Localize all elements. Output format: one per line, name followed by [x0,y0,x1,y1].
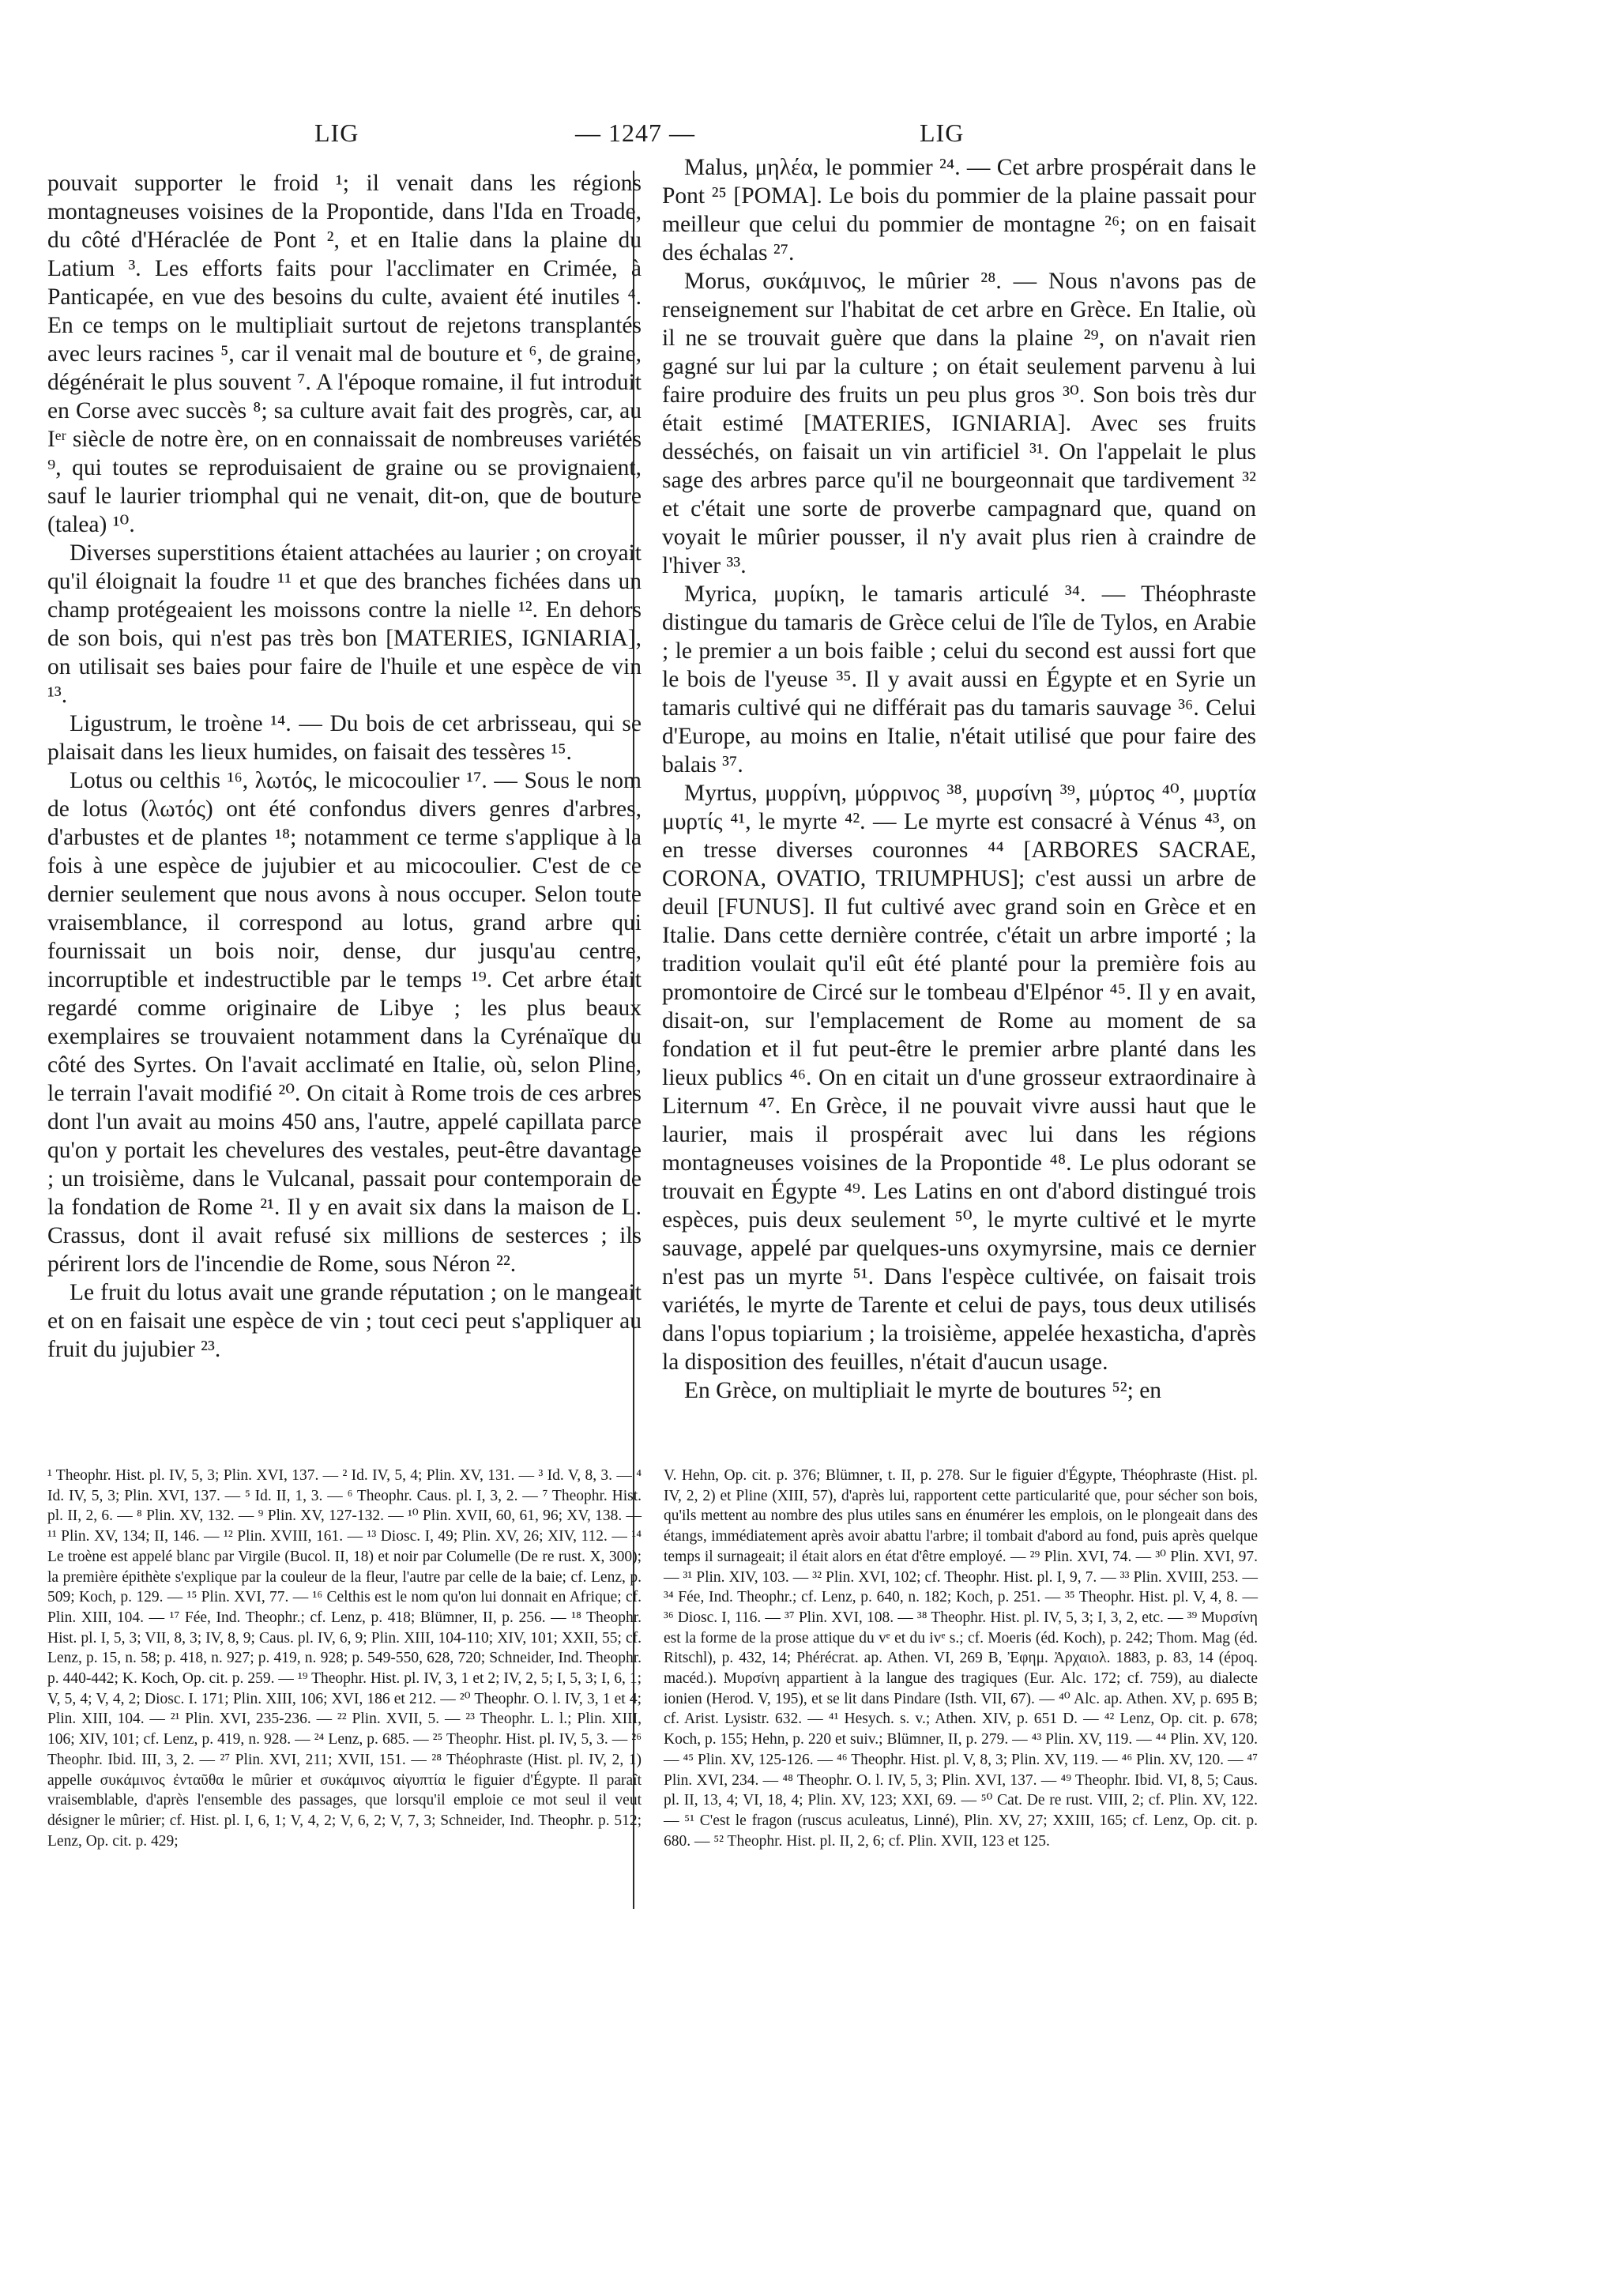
entry-malus: Malus, μηλέα, le pommier ²⁴. — Cet arbre prospérait dans le Pont ²⁵ [POMA]. Le bois du pommier de la plaine passait pour meilleur que celui du pommier de montagne ²⁶; on en faisait des échalas ²⁷. [662,155,1256,265]
paragraph-myrte-grece: En Grèce, on multipliait le myrte de boutures ⁵²; en [684,1378,1162,1403]
footnotes-right [664,1466,1258,1851]
footnote-block: V. Hehn, Op. cit. p. 376; Blümner, t. II, p. 278. Sur le figuier d'Égypte, Théophraste (Hist. pl. IV, 2, 2) et Pline (XIII, 57), d'après lui, rapportent cette particularité que, pour sécher son bois, qu'ils mettent au nombre des plus utiles sans en énumérer les emplois, on le plongeait dans des étangs, immédiatement après avoir abattu l'arbre; il tombait d'abord au fond, puis après quelque temps il surnageait; il était alors en état d'être employé. — ²⁹ Plin. XVI, 74. — ³⁰ Plin. XVI, 97. — ³¹ Plin. XIV, 103. — ³² Plin. XVI, 102; cf. Theophr. Hist. pl. I, 9, 7. — ³³ Plin. XVIII, 253. — ³⁴ Fée, Ind. Theophr.; cf. Lenz, p. 640, n. 182; Koch, p. 251. — ³⁵ Theophr. Hist. pl. V, 4, 8. — ³⁶ Diosc. I, 116. — ³⁷ Plin. XVI, 108. — ³⁸ Theophr. Hist. pl. IV, 5, 3; I, 3, 2, etc. — ³⁹ Μυρσίνη est la forme de la prose attique du vᵉ et du ivᵉ s.; cf. Moeris (éd. Koch), p. 242; Thom. Mag (éd. Ritschl), p. 432, 14; Phérécrat. ap. Athen. VI, 269 B, Ἐφημ. Ἀρχαιολ. 1883, p. 83, 14 (époq. macéd.). Μυρσίνη appartient à la langue des tragiques (Eur. Alc. 172; cf. 759), au dialecte ionien (Herod. V, 195), et se lit dans Pindare (Isth. VII, 67). — ⁴⁰ Alc. ap. Athen. XV, p. 695 B; cf. Arist. Lysistr. 632. — ⁴¹ Hesych. s. v.; Athen. XIV, p. 651 D. — ⁴² Lenz, Op. cit. p. 678; Koch, p. 155; Hehn, p. 220 et suiv.; Blümner, II, p. 279. — ⁴³ Plin. XV, 119. — ⁴⁴ Plin. XV, 120. — ⁴⁵ Plin. XV, 125-126. — ⁴⁶ Theophr. Hist. pl. V, 8, 3; Plin. XV, 119. — ⁴⁶ Plin. XV, 120. — ⁴⁷ Plin. XVI, 234. — ⁴⁸ Theophr. O. l. IV, 5, 3; Plin. XVI, 137. — ⁴⁹ Theophr. Ibid. VI, 8, 5; Caus. pl. II, 13, 4; VI, 18, 4; Plin. XV, 123; XXI, 69. — ⁵⁰ Cat. De re rust. VIII, 2; cf. Plin. XV, 122. — ⁵¹ C'est le fragon (ruscus aculeatus, Linné), Plin. XV, 27; XXIII, 165; cf. Lenz, Op. cit. p. 680. — ⁵² Theophr. Hist. pl. II, 2, 6; cf. Plin. XVII, 123 et 125. [664,1467,1258,1850]
paragraph-laurier-end: pouvait supporter le froid ¹; il venait dans les régions montagneuses voisines de la Propontide, dans l'Ida en Troade, du côté d'Héraclée de Pont ², et en Italie dans la plaine du Latium ³. Les efforts faits pour l'acclimater en Crimée, à Panticapée, en vue des besoins du culte, avaient été inutiles ⁴. En ce temps on le multipliait surtout de rejetons transplantés avec leurs racines ⁵, car il venait mal de bouture et ⁶, de graine, dégénérait le plus souvent ⁷. A l'époque romaine, il fut introduit en Corse avec succès ⁸; sa culture avait fait des progrès, car, au Iᵉʳ siècle de notre ère, on en connaissait de nombreuses variétés ⁹, qui toutes se reproduisaient de graine ou se provignaient, sauf le laurier triomphal qui ne venait, dit-on, que de bouture (talea) ¹⁰. [47,171,642,537]
entry-myrtus: Myrtus, μυρρίνη, μύρρινος ³⁸, μυρσίνη ³⁹, μύρτος ⁴⁰, μυρτία μυρτίς ⁴¹, le myrte ⁴². — Le myrte est consacré à Vénus ⁴³, on en tresse diverses couronnes ⁴⁴ [ARBORES SACRAE, CORONA, OVATIO, TRIUMPHUS]; c'est aussi un arbre de deuil [FUNUS]. Il fut cultivé avec grand soin en Grèce et en Italie. Dans cette dernière contrée, c'était un arbre importé ; la tradition voulait qu'il eût été planté pour la première fois au promontoire de Circé sur le tombeau d'Elpénor ⁴⁵. Il y en avait, disait-on, sur l'emplacement de Rome au moment de sa fondation et il fut peut-être le premier arbre planté dans les lieux publics ⁴⁶. On en citait un d'une grosseur extraordinaire à Liternum ⁴⁷. En Grèce, il ne pouvait vivre aussi haut que le laurier, mais il prospérait avec lui dans les régions montagneuses voisines de la Propontide ⁴⁸. Le plus odorant se trouvait en Égypte ⁴⁹. Les Latins en ont d'abord distingué trois espèces, puis deux seulement ⁵⁰, le myrte cultivé et le myrte sauvage, appelé par quelques-uns oxymyrsine, mais ce dernier n'est pas un myrte ⁵¹. Dans l'espèce cultivée, on faisait trois variétés, le myrte de Tarente et celui de pays, tous deux utilisés dans l'opus topiarium ; la troisième, appelée hexasticha, d'après la disposition des feuilles, n'était d'aucun usage. [662,781,1256,1375]
right-column [662,153,1256,1405]
entry-myrica: Myrica, μυρίκη, le tamaris articulé ³⁴. — Théophraste distingue du tamaris de Grèce celui de l'île de Tylos, en Arabie ; le premier a un bois faible ; celui du second est aussi fort que le bois de l'yeuse ³⁵. Il y avait aussi en Égypte et en Syrie un tamaris cultivé qui ne différait pas du tamaris sauvage ³⁶. Celui d'Europe, au moins en Italie, n'était utilisé que pour faire des balais ³⁷. [662,582,1256,777]
footnotes-left [47,1466,642,1851]
entry-lotus: Lotus ou celthis ¹⁶, λωτός, le micocoulier ¹⁷. — Sous le nom de lotus (λωτός) ont été confondus divers genres d'arbres, d'arbustes et de plantes ¹⁸; notamment ce terme s'applique à la fois à une espèce de jujubier et au micocoulier. C'est de ce dernier seulement que nous avons à nous occuper. Selon toute vraisemblance, il correspond au lotus, grand arbre qui fournissait un bois noir, dense, dur jusqu'au centre, incorruptible et indestructible par le temps ¹⁹. Cet arbre était regardé comme originaire de Libye ; les plus beaux exemplaires se trouvaient notamment dans la Cyrénaïque du côté des Syrtes. On l'avait acclimaté en Italie, où, selon Pline, le terrain l'avait modifié ²⁰. On citait à Rome trois de ces arbres dont l'un avait au moins 450 ans, l'autre, appelé capillata parce qu'on y portait les chevelures des vestales, peut-être davantage ; un troisième, dans le Vulcanal, passait pour contemporain de la fondation de Rome ²¹. Il y en avait six dans la maison de L. Crassus, dont il avait refusé six millions de sesterces ; ils périrent lors de l'incendie de Rome, sous Néron ²². [47,768,642,1277]
paragraph-superstitions: Diverses superstitions étaient attachées au laurier ; on croyait qu'il éloignait la foudre ¹¹ et que des branches fichées dans un champ protégeaient les moissons contre la nielle ¹². En dehors de son bois, qui n'est pas très bon [MATERIES, IGNIARIA], on utilisait ses baies pour faire de l'huile et une espèce de vin ¹³. [47,540,642,708]
running-head-right: LIG [920,119,965,147]
left-column [47,169,642,1364]
paragraph-lotus-fruit: Le fruit du lotus avait une grande réputation ; on le mangeait et on en faisait une espèce de vin ; tout ceci peut s'appliquer au fruit du jujubier ²³. [47,1280,642,1362]
running-head-left: LIG [314,119,359,147]
entry-ligustrum: Ligustrum, le troène ¹⁴. — Du bois de cet arbrisseau, qui se plaisait dans les lieux humides, on faisait des tessères ¹⁵. [47,711,642,765]
footnote-block: ¹ Theophr. Hist. pl. IV, 5, 3; Plin. XVI, 137. — ² Id. IV, 5, 4; Plin. XV, 131. — ³ Id. V, 8, 3. — ⁴ Id. IV, 5, 3; Plin. XVI, 137. — ⁵ Id. II, 1, 3. — ⁶ Theophr. Caus. pl. I, 3, 2. — ⁷ Theophr. Hist. pl. II, 2, 6. — ⁸ Plin. XV, 132. — ⁹ Plin. XV, 127-132. — ¹⁰ Plin. XVII, 60, 61, 96; XV, 138. — ¹¹ Plin. XV, 134; II, 146. — ¹² Plin. XVIII, 161. — ¹³ Diosc. I, 49; Plin. XV, 26; XIV, 112. — ¹⁴ Le troène est appelé blanc par Virgile (Bucol. II, 18) et noir par Columelle (De re rust. X, 300); la première épithète s'explique par la couleur de la fleur, l'autre par celle de la baie; cf. Lenz, p. 509; Koch, p. 129. — ¹⁵ Plin. XVI, 77. — ¹⁶ Celthis est le nom qu'on lui donnait en Afrique; cf. Plin. XIII, 104. — ¹⁷ Fée, Ind. Theophr.; cf. Lenz, p. 418; Blümner, II, p. 256. — ¹⁸ Theophr. Hist. pl. I, 5, 3; VII, 8, 3; IV, 8, 9; Caus. pl. IV, 6, 9; Plin. XIII, 104-110; XIV, 101; XXII, 55; cf. Lenz, p. 15, n. 58; p. 418, n. 927; p. 419, n. 928; p. 549-550, 628, 720; Schneider, Ind. Theophr. p. 440-442; K. Koch, Op. cit. p. 259. — ¹⁹ Theophr. Hist. pl. IV, 3, 1 et 2; IV, 2, 5; I, 5, 3; I, 6, 1; V, 5, 4; V, 4, 2; Diosc. I. 171; Plin. XIII, 106; XVI, 186 et 212. — ²⁰ Theophr. O. l. IV, 3, 1 et 4; Plin. XIII, 104. — ²¹ Plin. XVI, 235-236. — ²² Plin. XVII, 5. — ²³ Theophr. L. l.; Plin. XIII, 106; XIV, 101; cf. Lenz, p. 419, n. 928. — ²⁴ Lenz, p. 685. — ²⁵ Theophr. Hist. pl. IV, 5, 3. — ²⁶ Theophr. Ibid. III, 3, 2. — ²⁷ Plin. XVI, 211; XVII, 151. — ²⁸ Théophraste (Hist. pl. IV, 2, 1) appelle συκάμινος ἐνταῦθα le mûrier et συκάμινος αἰγυπτία le figuier d'Égypte. Il paraît vraisemblable, d'après l'ensemble des passages, que lorsqu'il emploie ce mot seul il veut désigner le mûrier; cf. Hist. pl. I, 6, 1; V, 4, 2; V, 6, 2; V, 7, 3; Schneider, Ind. Theophr. p. 512; Lenz, Op. cit. p. 429; [47,1467,642,1850]
entry-morus: Morus, συκάμινος, le mûrier ²⁸. — Nous n'avons pas de renseignement sur l'habitat de cet arbre en Grèce. En Italie, où il ne se trouvait guère que dans la plaine ²⁹, on n'avait rien gagné sur lui par la culture ; on était seulement parvenu à lui faire produire des fruits un peu plus gros ³⁰. Son bois très dur était estimé [MATERIES, IGNIARIA]. Avec ses fruits desséchés, on faisait un vin artificiel ³¹. On l'appelait le plus sage des arbres parce qu'il ne bourgeonnait que tardivement ³² et c'était une sorte de proverbe campagnard que, quand on voyait le mûrier pousser, il n'y avait plus rien à craindre de l'hiver ³³. [662,269,1256,578]
page-number: — 1247 — [575,119,695,147]
